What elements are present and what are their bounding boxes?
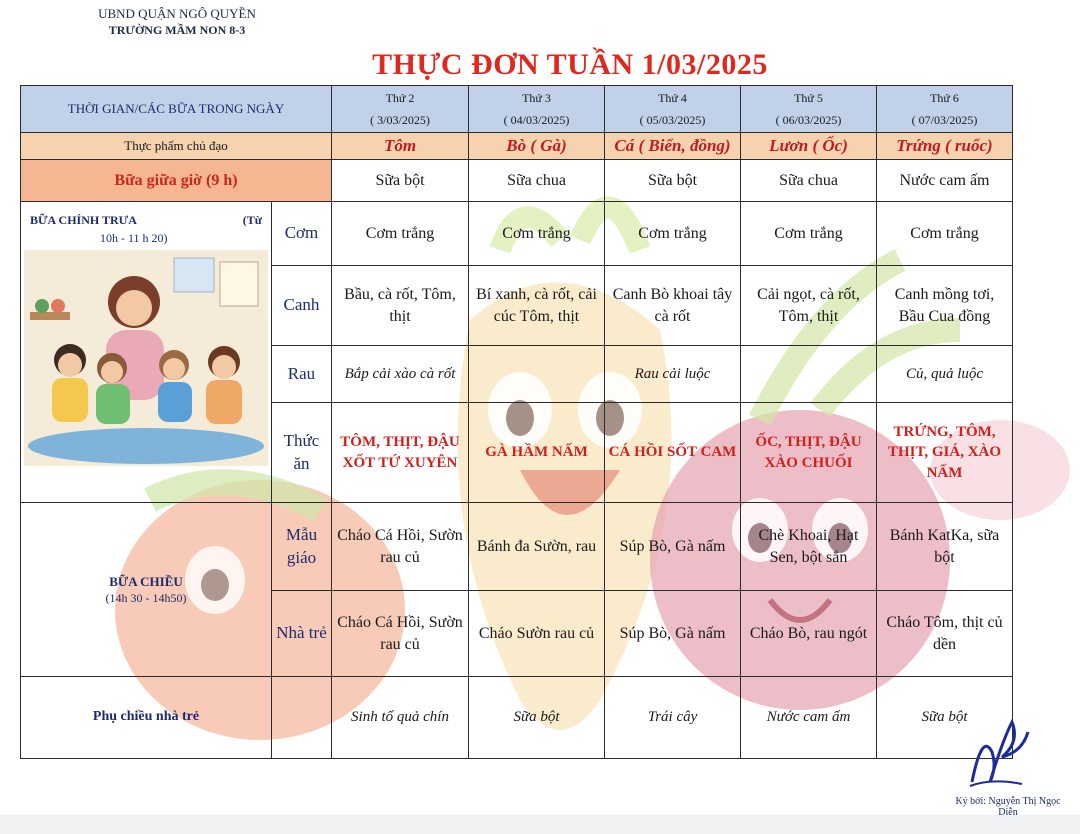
teacher-children-illustration [24,250,268,466]
menu-cell: TÔM, THỊT, ĐẬU XỐT TỨ XUYÊN [332,403,469,503]
menu-cell: Cháo Sườn rau củ [469,591,605,677]
main-food-row [21,133,1013,160]
menu-cell: Cơm trắng [469,202,605,266]
page-title: THỰC ĐƠN TUẦN 1/03/2025 [372,48,768,81]
lunch-row-label: Thức ăn [272,403,332,503]
snack-cell: Sữa bột [605,160,741,202]
lunch-row-label: Rau [272,346,332,403]
afternoon-title: BỮA CHIỀU [109,573,183,589]
menu-cell [469,346,605,403]
lunch-row-label: Canh [272,266,332,346]
afternoon-kindergarten-row [21,503,1013,591]
main-food-cell: Tôm [332,133,469,160]
day-header: Thứ 3 ( 04/03/2025) [469,86,605,133]
org-school: TRƯỜNG MẦM NON 8-3 [108,23,246,37]
lunch-rice-row [21,202,1013,266]
menu-cell: Nước cam ấm [741,677,877,759]
menu-cell: Bầu, cà rốt, Tôm, thịt [332,266,469,346]
organization-header [82,6,272,38]
snack-cell: Sữa chua [741,160,877,202]
snack-row [21,160,1013,202]
header-row [21,86,1013,133]
menu-cell: Cơm trắng [605,202,741,266]
footer-bar [0,815,1080,834]
nursery-extra-row [21,677,1013,759]
extra-label: Phụ chiều nhà trẻ [21,677,272,759]
snack-cell: Sữa bột [332,160,469,202]
menu-cell: ỐC, THỊT, ĐẬU XÀO CHUỐI [741,403,877,503]
signer-text: Ký bởi: Nguyễn Thị Ngọc Diễn [955,796,1061,818]
lunch-row-label: Cơm [272,202,332,266]
menu-cell: Chè Khoai, Hạt Sen, bột sắn [741,503,877,591]
menu-cell: Trái cây [605,677,741,759]
menu-cell: Cháo Cá Hồi, Sườn rau củ [332,591,469,677]
menu-cell: Cơm trắng [741,202,877,266]
menu-cell: GÀ HẦM NẤM [469,403,605,503]
menu-cell: Canh mồng tơi, Bầu Cua đồng [877,266,1013,346]
day-header: Thứ 4 ( 05/03/2025) [605,86,741,133]
menu-cell: CÁ HỒI SỐT CAM [605,403,741,503]
lunch-time-open: (Từ [242,213,262,227]
day-header: Thứ 5 ( 06/03/2025) [741,86,877,133]
lunch-label [21,202,272,503]
org-district: UBND QUẬN NGÔ QUYỀN [98,6,256,21]
menu-cell: Rau cải luộc [605,346,741,403]
extra-empty-cell [272,677,332,759]
menu-cell: Cháo Bò, rau ngót [741,591,877,677]
afternoon-row-label: Nhà trẻ [272,591,332,677]
afternoon-label [21,503,272,677]
menu-cell: Cơm trắng [877,202,1013,266]
main-food-cell: Bò ( Gà) [469,133,605,160]
main-food-cell: Trứng ( ruốc) [877,133,1013,160]
menu-cell: Cháo Tôm, thịt củ dền [877,591,1013,677]
main-food-label: Thực phẩm chủ đạo [21,133,332,160]
menu-cell: Súp Bò, Gà nấm [605,503,741,591]
menu-cell: Sữa bột [469,677,605,759]
main-food-cell: Lươn ( Ốc) [741,133,877,160]
menu-cell: Sinh tố quả chín [332,677,469,759]
snack-cell: Nước cam ấm [877,160,1013,202]
header-corner: THỜI GIAN/CÁC BỮA TRONG NGÀY [21,86,332,133]
menu-cell [741,346,877,403]
afternoon-row-label: Mẫu giáo [272,503,332,591]
main-food-cell: Cá ( Biển, đồng) [605,133,741,160]
afternoon-time: (14h 30 - 14h50) [105,591,187,606]
snack-cell: Sữa chua [469,160,605,202]
menu-cell: Bắp cải xào cà rốt [332,346,469,403]
menu-cell: Canh Bò khoai tây cà rốt [605,266,741,346]
menu-cell: Cải ngọt, cà rốt, Tôm, thịt [741,266,877,346]
lunch-title: BỮA CHÍNH TRƯA [30,213,137,227]
menu-cell: Sữa bột [877,677,1013,759]
menu-cell: Cơm trắng [332,202,469,266]
day-header: Thứ 2 ( 3/03/2025) [332,86,469,133]
menu-cell: Bánh đa Sườn, rau [469,503,605,591]
menu-cell: Củ, quả luộc [877,346,1013,403]
menu-cell: Cháo Cá Hồi, Sườn rau củ [332,503,469,591]
lunch-time: 10h - 11 h 20) [100,231,168,246]
menu-cell: Bí xanh, cà rốt, cải cúc Tôm, thịt [469,266,605,346]
handwritten-signature [962,712,1032,792]
menu-cell: Súp Bò, Gà nấm [605,591,741,677]
snack-label: Bữa giữa giờ (9 h) [21,160,332,202]
day-header: Thứ 6 ( 07/03/2025) [877,86,1013,133]
weekly-menu-table [20,85,1013,759]
menu-cell: TRỨNG, TÔM, THỊT, GIÁ, XÀO NẤM [877,403,1013,503]
menu-cell: Bánh KatKa, sữa bột [877,503,1013,591]
